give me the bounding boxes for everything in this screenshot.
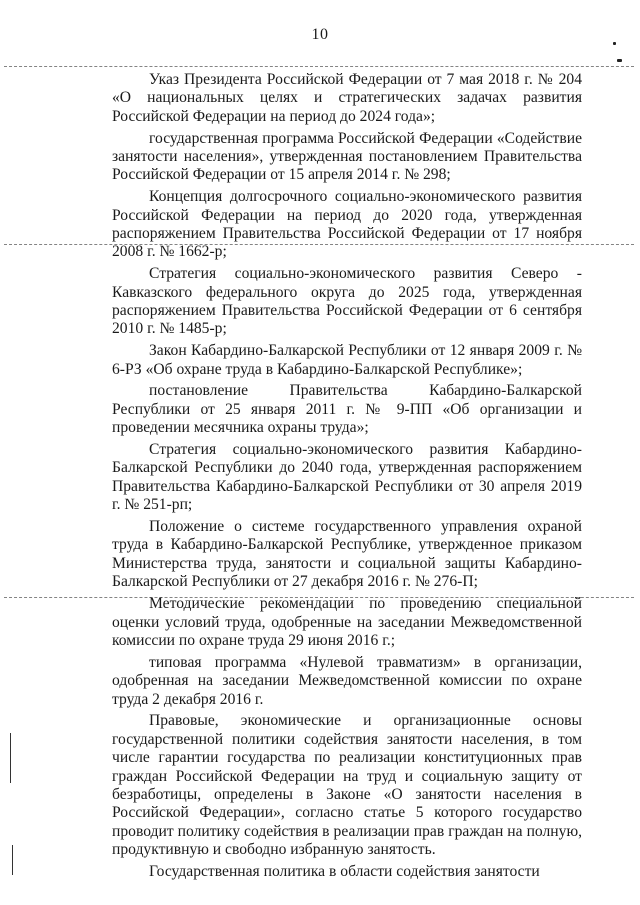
scan-speck-2: [617, 59, 622, 62]
paragraph-legal-basis: Правовые, экономические и организационные основы государственной политики содействия занятости населения, в том числе гарантии государства по реализации конституционных прав граждан Российской Федерации на труд и социальную защиту от безработицы, определены в Законе «О занятости населения в Российской Федерации», согласно статье 5 которого государство проводит политику содействия в реализации прав граждан на полную, продуктивную и свободно избранную занятость.: [112, 712, 582, 859]
paragraph-zero-injury: типовая программа «Нулевой травматизм» в организации, одобренная на заседании Межведомственной комиссии по охране труда 2 декабря 2016 г.: [112, 653, 582, 708]
paragraph-strategy-kbr: Стратегия социально-экономического развития Кабардино-Балкарской Республики до 2040 года, утвержденная распоряжением Правительства Кабардино-Балкарской Республики от 30 апреля 2019 г. № 251-рп;: [112, 441, 582, 514]
scan-margin-mark-2: [12, 845, 13, 875]
document-body: [112, 71, 582, 885]
page-number: 10: [311, 26, 329, 43]
paragraph-guidelines: Методические рекомендации по проведению специальной оценки условий труда, одобренные на заседании Межведомственной комиссии по охране труда 29 июня 2016 г.;: [112, 595, 582, 649]
paragraph-concept: Концепция долгосрочного социально-экономического развития Российской Федерации на период до 2020 года, утвержденная распоряжением Правительства Российской Федерации от 17 ноября 2008 г. № 1662-р;: [112, 188, 582, 261]
paragraph-state-program: государственная программа Российской Федерации «Содействие занятости населения», утвержденная постановлением Правительства Российской Федерации от 15 апреля 2014 г. № 298;: [112, 129, 582, 184]
paragraph-strategy-ncfd: Стратегия социально-экономического развития Северо - Кавказского федерального округа до 2025 года, утвержденная распоряжением Правительства Российской Федерации от 6 сентября 2010 г. № 1485-р;: [112, 265, 582, 338]
paragraph-law-kbr: Закон Кабардино-Балкарской Республики от 12 января 2009 г. № 6-РЗ «Об охране труда в Кабардино-Балкарской Республике»;: [112, 342, 582, 378]
paragraph-regulation: Положение о системе государственного управления охраной труда в Кабардино-Балкарской Республике, утвержденное приказом Министерства труда, занятости и социальной защиты Кабардино-Балкарской Республики от 27 декабря 2016 г. № 276-П;: [112, 518, 582, 591]
scan-margin-mark: [10, 733, 11, 783]
paragraph-decree: Указ Президента Российской Федерации от 7 мая 2018 г. № 204 «О национальных целях и стратегических задачах развития Российской Федерации на период до 2024 года»;: [112, 71, 582, 125]
paragraph-state-policy: Государственная политика в области содействия занятости: [149, 862, 540, 880]
scan-line-top: [4, 66, 634, 67]
paragraph-resolution-kbr: постановление Правительства Кабардино-Балкарской Республики от 25 января 2011 г. № 9-ПП «Об организации и проведении месячника охраны труда»;: [112, 382, 582, 437]
scan-speck: [613, 42, 616, 45]
